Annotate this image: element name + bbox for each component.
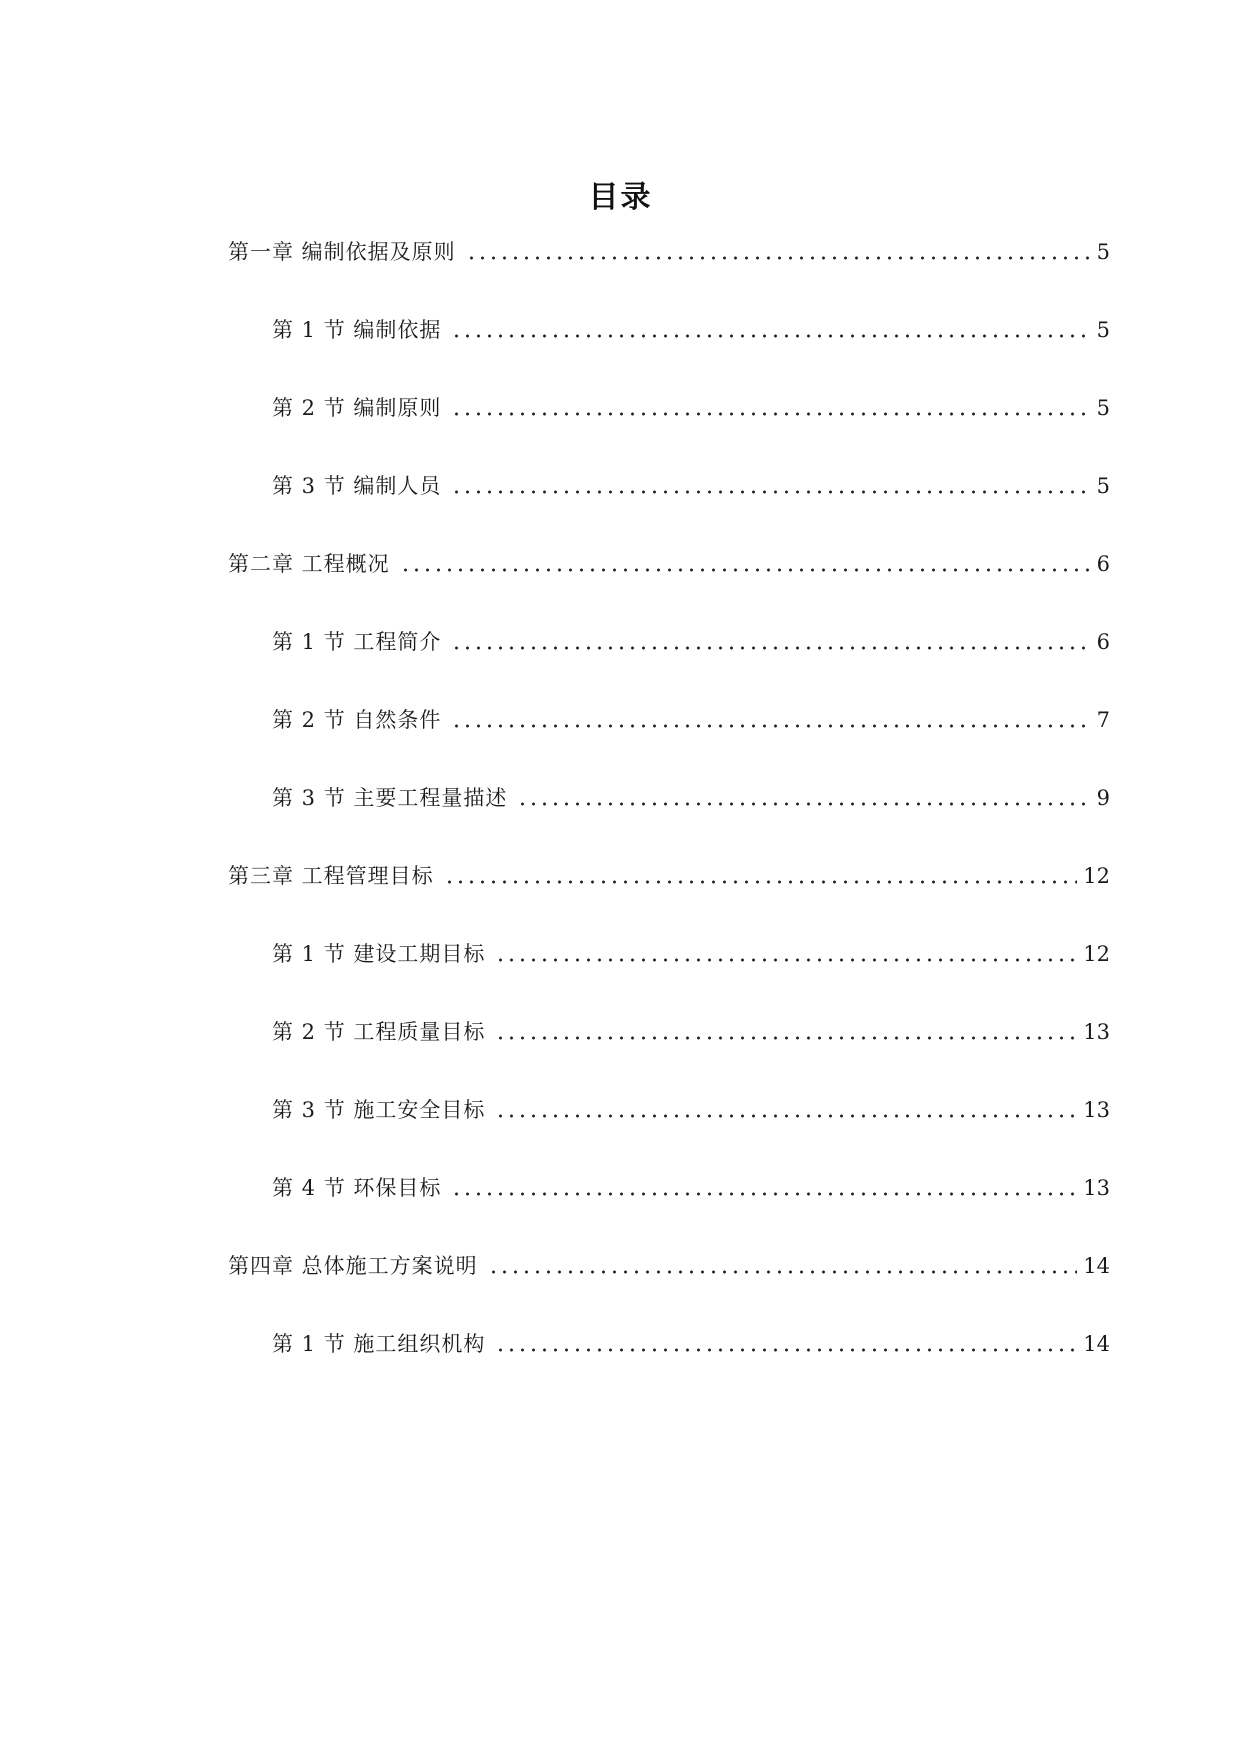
toc-page-number: 13 [1083,1176,1110,1200]
toc-entry-label: 第 2 节 工程质量目标 [272,1020,486,1044]
dot-leader [451,646,1090,650]
toc-page-number: 5 [1096,396,1110,420]
dot-leader [451,490,1090,494]
toc-entry-label: 第一章 编制依据及原则 [228,240,456,264]
toc-section-entry[interactable] [272,626,1110,656]
toc-entry-label: 第 1 节 施工组织机构 [272,1332,486,1356]
dot-leader [444,880,1078,884]
toc-entry-label: 第 3 节 施工安全目标 [272,1098,486,1122]
toc-section-entry[interactable] [272,1328,1110,1358]
page-title: 目录 [588,180,653,215]
toc-page-number: 9 [1096,786,1110,810]
toc-section-entry[interactable] [272,1094,1110,1124]
toc-chapter-entry[interactable] [228,236,1110,266]
toc-entry-label: 第 3 节 编制人员 [272,474,442,498]
dot-leader [495,1036,1077,1040]
toc-entry-label: 第 1 节 编制依据 [272,318,442,342]
toc-section-entry[interactable] [272,470,1110,500]
toc-page-number: 6 [1096,552,1110,576]
toc-section-entry[interactable] [272,392,1110,422]
toc-entry-label: 第 4 节 环保目标 [272,1176,442,1200]
toc-entry-label: 第四章 总体施工方案说明 [228,1254,478,1278]
dot-leader [451,1192,1077,1196]
toc-entry-label: 第 3 节 主要工程量描述 [272,786,508,810]
toc-chapter-entry[interactable] [228,548,1110,578]
toc-page-number: 5 [1096,474,1110,498]
toc-page-number: 12 [1083,864,1110,888]
toc-entry-label: 第 2 节 编制原则 [272,396,442,420]
toc-page-number: 14 [1083,1332,1110,1356]
toc-section-entry[interactable] [272,782,1110,812]
dot-leader [517,802,1090,806]
toc-section-entry[interactable] [272,938,1110,968]
toc-chapter-entry[interactable] [228,1250,1110,1280]
toc-entry-label: 第三章 工程管理目标 [228,864,434,888]
toc-entry-label: 第 1 节 建设工期目标 [272,942,486,966]
toc-page-number: 12 [1083,942,1110,966]
toc-page-number: 13 [1083,1020,1110,1044]
dot-leader [451,334,1090,338]
dot-leader [488,1270,1078,1274]
toc-section-entry[interactable] [272,1172,1110,1202]
toc-page-number: 5 [1096,318,1110,342]
dot-leader [495,958,1077,962]
toc-section-entry[interactable] [272,704,1110,734]
toc-section-entry[interactable] [272,1016,1110,1046]
toc-page-number: 7 [1096,708,1110,732]
dot-leader [451,724,1090,728]
toc-page-number: 14 [1083,1254,1110,1278]
toc-entry-label: 第 2 节 自然条件 [272,708,442,732]
toc-chapter-entry[interactable] [228,860,1110,890]
dot-leader [451,412,1090,416]
toc-entry-label: 第二章 工程概况 [228,552,390,576]
toc-page-number: 5 [1096,240,1110,264]
toc-entry-label: 第 1 节 工程简介 [272,630,442,654]
toc-page-number: 13 [1083,1098,1110,1122]
dot-leader [466,256,1091,260]
dot-leader [495,1348,1077,1352]
toc-section-entry[interactable] [272,314,1110,344]
dot-leader [400,568,1091,572]
toc-page-number: 6 [1096,630,1110,654]
dot-leader [495,1114,1077,1118]
